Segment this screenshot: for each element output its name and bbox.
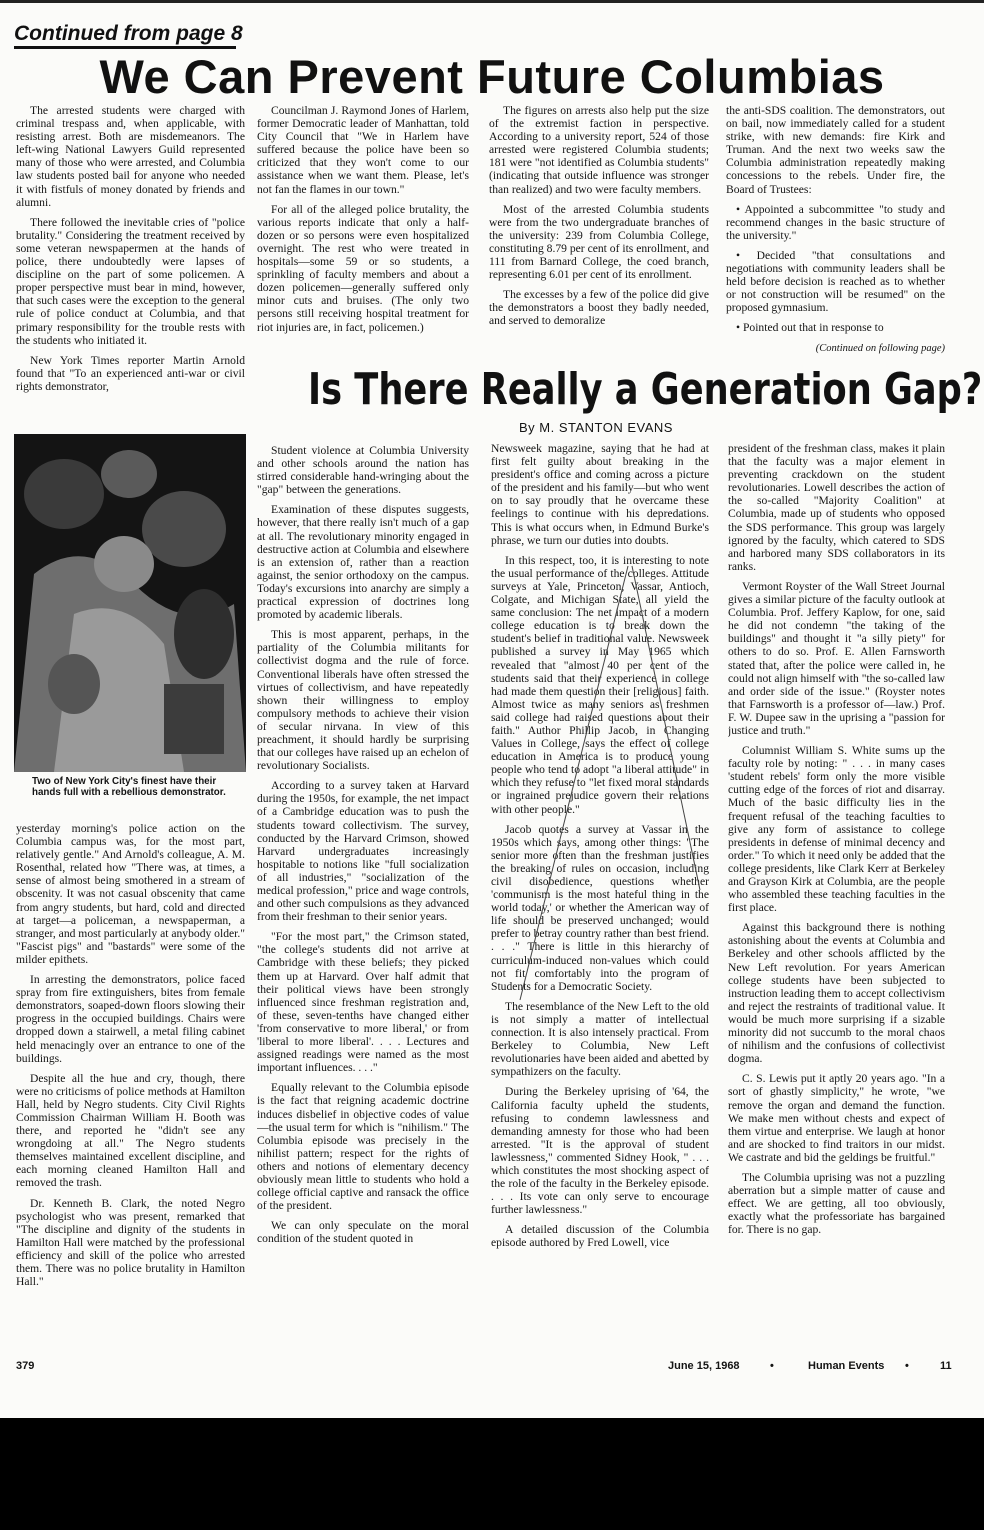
- publication-name: Human Events: [808, 1360, 885, 1372]
- news-photo: [14, 434, 246, 772]
- paragraph: Councilman J. Raymond Jones of Harlem, former Democratic leader of Manhattan, told City Council that "We in Harlem have suffered because the police have been so criticized that they won't come to our assistance when we want them. Please, let's not fan the flames in our town.": [257, 104, 469, 196]
- paragraph: Jacob quotes a survey at Vassar in the 1950s which says, among other things: "The senior more often than the freshman justifies the breaking of rules on occasion, including civil disobedience, questions whether 'communism is the most hateful thing in the world today,' or whether the American way of life should be preserved unchanged; would prefer to betray country rather than best friend. . . ." There is little in this hierarchy of curriculum-induced non-values which could not fit comfortably into the program of Students for a Democratic Society.: [491, 822, 709, 993]
- headline-columbias: We Can Prevent Future Columbias: [99, 50, 885, 103]
- paragraph: Student violence at Columbia University and other schools around the nation has stirred considerable hand-wringing about the "gap" between the generations.: [257, 444, 469, 497]
- paragraph: The resemblance of the New Left to the old is not simply a matter of intellectual connection. It is also intensely practical. From Berkeley to Columbia, New Left revolutionaries have been aided and abetted by sympathizers on the faculty.: [491, 999, 709, 1079]
- paragraph: Despite all the hue and cry, though, there were no criticisms of police methods at Hamilton Hall, held by Negro students. City Civil Rights Commission Chairman William H. Booth was there, and reported he "didn't see any wrongdoing at all." The Negro students themselves maintained excellent discipline, and each morning cleaned Hamilton Hall and removed the trash.: [16, 1071, 245, 1190]
- paragraph: "For the most part," the Crimson stated, "the college's students did not arrive at Cambridge with these beliefs; they picked them up at Harvard. Over half admit that their political views have been strongly influenced since freshman registration and, of these, seven-tenths have changed either 'from conservative to more liberal,' or from 'liberal to more liberal'. . . . Lectures and assigned readings were named as the most important influences. . . .": [257, 930, 469, 1075]
- continued-underline: [14, 46, 236, 49]
- article1-col1-continued: [16, 822, 245, 1352]
- article1-col4: [726, 104, 945, 366]
- page-number-left: 379: [16, 1360, 35, 1372]
- continued-label: Continued from page 8: [14, 22, 243, 45]
- page-number-right: 11: [940, 1360, 952, 1372]
- paragraph: New York Times reporter Martin Arnold found that "To an experienced anti-war or civil rights demonstrator,: [16, 353, 245, 393]
- paragraph: Against this background there is nothing astonishing about the events at Columbia and Berkeley and other schools afflicted by the New Left revolution. For years American college students have been subjected to instruction leading them to accept collectivism and reject the restraints of traditional value. It would be much more surprising if a sizable minority did not succumb to the moral chaos of nihilism and the confusions of collectivist dogma.: [728, 921, 945, 1066]
- footer-separator: •: [770, 1360, 774, 1372]
- paragraph: yesterday morning's police action on the Columbia campus was, for the most part, relatively gentle." And Arnold's colleague, A. M. Rosenthal, related how "There was, at times, a sense of almost being smothered in a stream of obscenity. It was not casual obscenity that came from angry students, but hard, cold and directed at target—a policeman, a newspaperman, a stranger, and most particularly at anybody older." "Fascist pigs" and "bastards" were some of the milder epithets.: [16, 822, 245, 966]
- paragraph: There followed the inevitable cries of "police brutality." Considering the treatment received by some veteran newspapermen at the hands of police, there undoubtedly were lapses of discipline on the part of some policemen. A proper perspective must bear in mind, however, that such cases were the exception to the general rule of police conduct at Columbia, and that primary responsibility for the trouble rests with the students who initiated it.: [16, 215, 245, 347]
- paragraph: the anti-SDS coalition. The demonstrators, out on bail, now immediately called for a student strike, with new demands: fire Kirk and Truman. And the next two weeks saw the Columbia administration repeatedly making concessions to the rebels. Under fire, the Board of Trustees:: [726, 104, 945, 196]
- paragraph: The excesses by a few of the police did give the demonstrators a boost they badly needed, and served to demoralize: [489, 288, 709, 328]
- paragraph: president of the freshman class, makes it plain that the faculty was a major element in preventing crackdown on the student revolutionaries. Lowell describes the action of the so-called "Majority Coalition" at Columbia, made up of students who opposed the SDS performance. This group was largely ignored by the faculty, which catered to SDS and harbored many SDS collaborators in its ranks.: [728, 442, 945, 573]
- paragraph: Newsweek magazine, saying that he had at first felt guilty about breaking in the president's office and coming across a picture of the president and his family—but who went on to say proudly that he overcame these feelings to continue with his depredations. This is what occurs when, in Edmund Burke's phrase, we turn our duties into doubts.: [491, 442, 709, 547]
- paragraph: Dr. Kenneth B. Clark, the noted Negro psychologist who was present, remarked that "The discipline and dignity of the students in Hamilton Hall were matched by the professional efficiency and skill of the police who arrested them. There was no police brutality in Hamilton Hall.": [16, 1196, 245, 1289]
- bullet-item: • Appointed a subcommittee "to study and recommend changes in the basic structure of the university.": [726, 202, 945, 242]
- paragraph: Vermont Royster of the Wall Street Journal gives a similar picture of the faculty outlook at Columbia. Prof. Jeffery Kaplow, for one, said he did not condemn "the taking of the buildings" and thought it "a silly piety" for others to do so. Prof. E. Allen Farnsworth stated that, after the police were called in, he could not align himself with "the so-called law and order side of the issue." (Royster notes that Farnsworth is a professor of—law.) Prof. F. W. Dupee saw in the uprising a "passion for justice and truth.": [728, 579, 945, 737]
- paragraph: Most of the arrested Columbia students were from the two undergraduate branches of the university: 239 from Columbia College, constituting 8.79 per cent of its enrollment, and 111 from Barnard College, the coed branch, representing 6.01 per cent of its enrollment.: [489, 202, 709, 282]
- paragraph: A detailed discussion of the Columbia episode authored by Fred Lowell, vice: [491, 1223, 709, 1250]
- paragraph: For all of the alleged police brutality, the various reports indicate that only a half-dozen or so persons were even hospitalized overnight. The rest who were treated in hospitals—some 59 or so students, a sprinkling of faculty members and about a dozen policemen—generally suffered only minor cuts and bruises. (The only two persons still receiving hospital treatment for riot injuries are, in fact, policemen.): [257, 202, 469, 334]
- bullet-item: • Decided "that consultations and negotiations with community leaders shall be held before decision is reached as to whether or not construction will be resumed" on the proposed gymnasium.: [726, 248, 945, 315]
- paragraph: This is most apparent, perhaps, in the partiality of the Columbia militants for collectivist dogma and the rule of force. Conventional liberals have often stressed the virtues of collectivism, and have repeatedly shown their willingness to employ compulsory methods to achieve their vision of secular nirvana. In view of this preachment, it should hardly be surprising that our colleges have raised up an echelon of revolutionary Socialists.: [257, 628, 469, 773]
- article1-col2: [257, 104, 469, 364]
- bullet-item: • Pointed out that in response to: [736, 321, 884, 335]
- paragraph: In this respect, too, it is interesting to note the usual performance of the colleges. Attitude surveys at Yale, Princeton, Vassar, Antioch, Colgate, and Michigan State, all yield the same conclusion: The net impact of a modern college education is to break down the student's belief in traditional value. Newsweek published a survey in May 1965 which revealed that "almost 40 per cent of the students said that their experience in college had made them question their [religious] faith. Almost twice as many seniors as freshmen said college had raised questions about their faith." Author Phillip Jacob, in Changing Values in College, says the effect of college education in America is to produce young people who tend to adopt "a liberal attitude" in which they refuse to "let fixed moral standards or ingrained prejudice govern their relations with other people.": [491, 553, 709, 816]
- paragraph: In arresting the demonstrators, police faced spray from fire extinguishers, bites from female demonstrators, soaped-down floors slowing their progress in the occupied buildings. Chairs were dropped down a stairwell, a metal filing cabinet held menacingly over an entrance to one of the buildings.: [16, 973, 245, 1065]
- article1-col3: [489, 104, 709, 364]
- paragraph: Equally relevant to the Columbia episode is the fact that reigning academic doctrine induces disbelief in objective codes of value—the usual term for which is "nihilism." The Columbia episode was precisely in the nihilist pattern; respect for the rights of others and notions of elementary decency obviously mean little to students who hold a college official captive and ransack the office of the president.: [257, 1081, 469, 1213]
- issue-date: June 15, 1968: [668, 1360, 740, 1372]
- article2-col4: [728, 442, 945, 1354]
- article2-col3: [491, 442, 709, 1354]
- paragraph: We can only speculate on the moral condition of the student quoted in: [257, 1219, 469, 1246]
- top-rule: [0, 0, 984, 3]
- continued-note: (Continued on following page): [815, 342, 945, 354]
- paragraph: C. S. Lewis put it aptly 20 years ago. "In a sort of ghastly simplicity," he wrote, "we remove the organ and demand the function. We make men without chests and expect of them virtue and enterprise. We laugh at honor and are shocked to find traitors in our midst. We castrate and bid the geldings be fruitful.": [728, 1072, 945, 1164]
- photo-illustration: [14, 434, 246, 772]
- photo-caption: Two of New York City's finest have their hands full with a rebellious demonstrator.: [32, 776, 226, 798]
- article1-col1: [16, 104, 245, 428]
- paragraph: Examination of these disputes suggests, however, that there really isn't much of a gap at all. The revolutionary minority engaged in destructive action at Columbia and elsewhere is an extension of, rather than a reaction against, the senior orthodoxy on the campus. Today's excursions into anarchy are simply a practical expression of doctrines long promoted by academic liberals.: [257, 503, 469, 622]
- article2-col2: [257, 444, 469, 1354]
- paragraph: Columnist William S. White sums up the faculty role by noting: " . . . in many cases 'student rebels' form only the more visible cutting edge of the forces of riot and disarray. Much of the basic difficulty lies in the frequent refusal of the teaching faculties to give any form of assistance to college presidents in defense of minimal decency and order." To which it need only be added that the college presidents, like Clark Kerr at Berkeley and Grayson Kirk at Columbia, are the people who assembled these teaching faculties in the first place.: [728, 744, 945, 915]
- paragraph: The figures on arrests also help put the size of the extremist faction in perspective. According to a university report, 524 of those arrested were registered Columbia students; 181 were "not identified as Columbia students" (indicating that outside influence was stronger than realized) and two were faculty members.: [489, 104, 709, 196]
- paragraph: According to a survey taken at Harvard during the 1950s, for example, the net impact of a Cambridge education was to push the students toward collectivism. The survey, conducted by the Harvard Crimson, showed Harvard undergraduates increasingly hospitable to notions like "full socialization of all industries," "socialization of the medical profession," price and wage controls, and other such compulsions as they advanced from their freshman to their senior years.: [257, 779, 469, 924]
- paragraph: During the Berkeley uprising of '64, the California faculty upheld the students, refusing to condemn lawlessness and demanding amnesty for those who had been arrested. "It is the approval of student lawlessness," commented Sidney Hook, " . . . which constitutes the most shocking aspect of the role of the faculty in the Berkeley episode. . . . Its vote can only serve to encourage further lawlessness.": [491, 1085, 709, 1217]
- byline: By M. STANTON EVANS: [519, 420, 673, 435]
- paragraph: The arrested students were charged with criminal trespass and, when applicable, with resisting arrest. Both are misdemeanors. The left-wing National Lawyers Guild represented many of those who were arrested, and Columbia law students posted bail for anyone who needed it with fistfuls of money donated by friends and alumni.: [16, 104, 245, 209]
- headline-generation-gap: Is There Really a Generation Gap?: [308, 364, 983, 415]
- paragraph: The Columbia uprising was not a puzzling aberration but a simple matter of cause and effect. We are getting, all too obviously, exactly what the professoriate has bargained for. There is no gap.: [728, 1170, 945, 1237]
- footer-separator: •: [905, 1360, 909, 1372]
- scan-border: [0, 1418, 984, 1530]
